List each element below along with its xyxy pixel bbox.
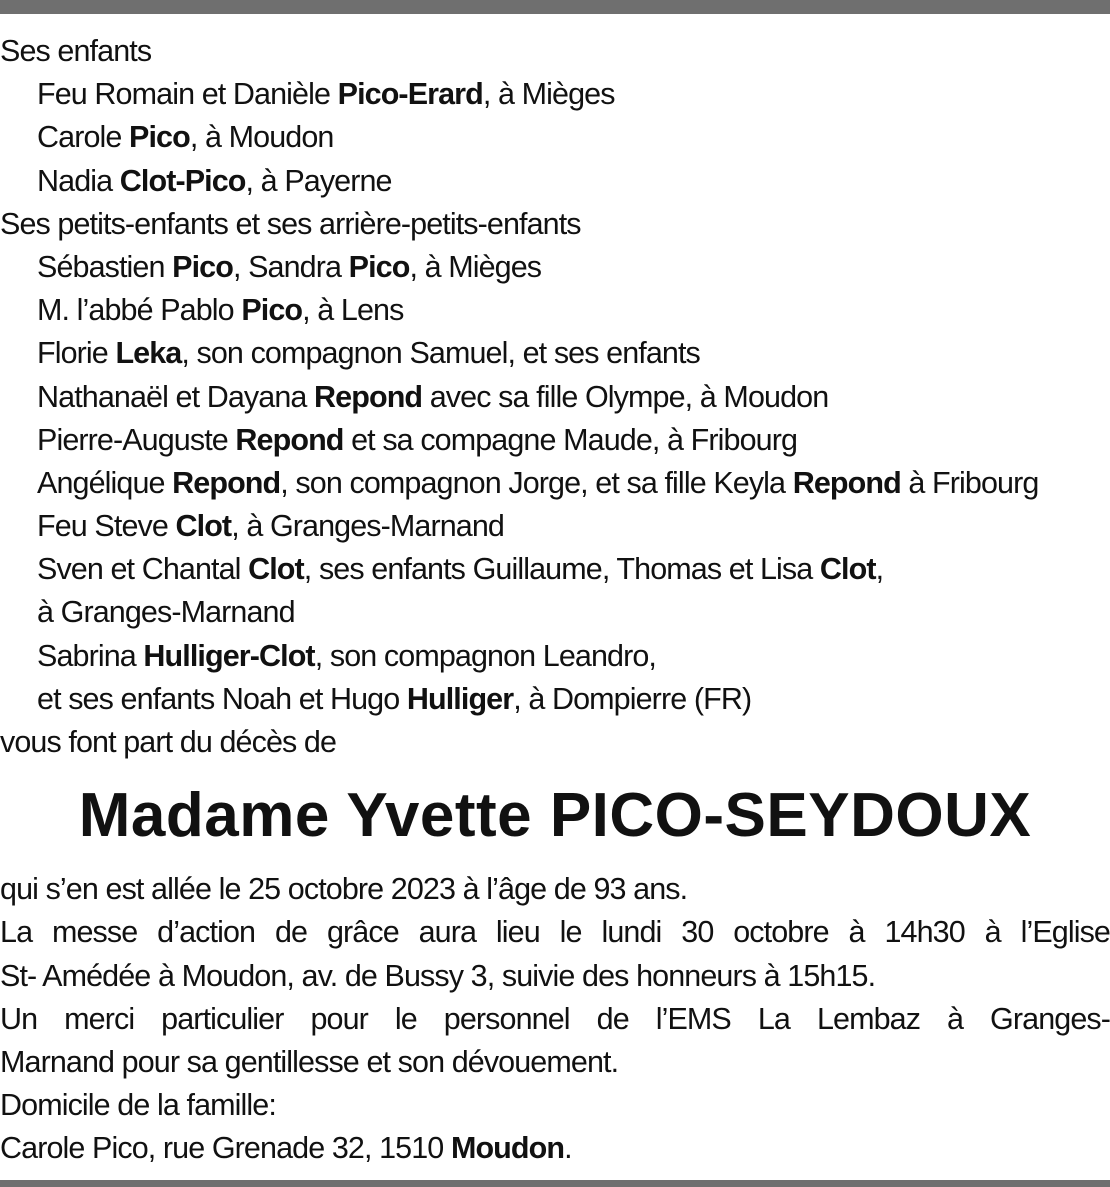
grandchild-line: Sabrina Hulliger-Clot, son compagnon Leandro, xyxy=(37,638,656,673)
grandchild-line: Nathanaël et Dayana Repond avec sa fille Olympe, à Moudon xyxy=(37,379,829,414)
mass-text-line-1: La messe d’action de grâce aura lieu le lundi 30 octobre à 14h30 à l’Eglise xyxy=(0,915,1110,950)
mass-text-line-2: St- Amédée à Moudon, av. de Bussy 3, suivie des honneurs à 15h15. xyxy=(0,958,876,993)
child-line: Feu Romain et Danièle Pico-Erard, à Mièges xyxy=(37,77,615,112)
top-rule xyxy=(0,0,1110,14)
child-line: Carole Pico, à Moudon xyxy=(37,120,334,155)
thanks-text-line-1: Un merci particulier pour le personnel de l’EMS La Lembaz à Granges- xyxy=(0,1001,1110,1036)
grandchild-line: Feu Steve Clot, à Granges-Marnand xyxy=(37,509,504,544)
child-line: Nadia Clot-Pico, à Payerne xyxy=(37,163,392,198)
grandchild-line: Pierre-Auguste Repond et sa compagne Maude, à Fribourg xyxy=(37,422,798,457)
address-city: Moudon xyxy=(450,1131,565,1166)
bottom-rule xyxy=(0,1180,1110,1187)
passing-text: qui s’en est allée le 25 octobre 2023 à l’âge de 93 ans. xyxy=(0,872,688,907)
grandchild-line: Florie Leka, son compagnon Samuel, et ses enfants xyxy=(37,336,700,371)
thanks-text-line-2: Marnand pour sa gentillesse et son dévouement. xyxy=(0,1044,619,1079)
grandchild-line: Sven et Chantal Clot, ses enfants Guillaume, Thomas et Lisa Clot, xyxy=(37,552,884,587)
family-address: Carole Pico, rue Grenade 32, 1510 Moudon. xyxy=(0,1131,572,1166)
grandchild-line: et ses enfants Noah et Hugo Hulliger, à Dompierre (FR) xyxy=(37,681,752,716)
announcement-text: vous font part du décès de xyxy=(0,725,337,759)
children-heading: Ses enfants xyxy=(0,34,152,68)
grandchild-line: Angélique Repond, son compagnon Jorge, et sa fille Keyla Repond à Fribourg xyxy=(37,465,1039,500)
grandchildren-heading: Ses petits-enfants et ses arrière-petits-enfants xyxy=(0,206,581,241)
deceased-name: Madame Yvette PICO-SEYDOUX xyxy=(78,781,1032,851)
grandchild-line: M. l’abbé Pablo Pico, à Lens xyxy=(37,293,404,328)
grandchild-line: à Granges-Marnand xyxy=(37,595,295,630)
grandchild-line: Sébastien Pico, Sandra Pico, à Mièges xyxy=(37,249,542,284)
domicile-label: Domicile de la famille: xyxy=(0,1088,276,1123)
obituary-notice xyxy=(0,30,1110,1171)
